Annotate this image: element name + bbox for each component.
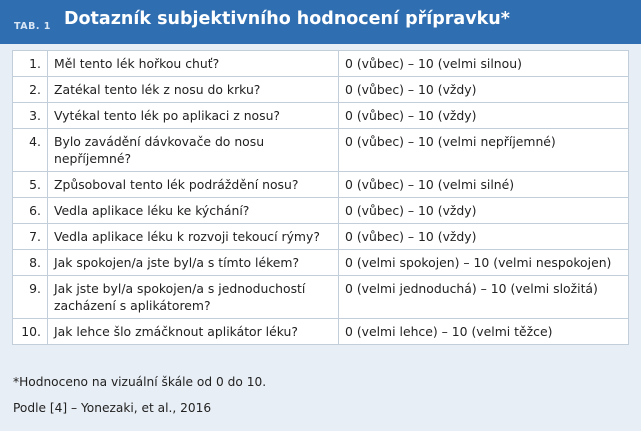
row-number: 5. bbox=[13, 172, 48, 198]
row-question: Zatékal tento lék z nosu do krku? bbox=[48, 77, 339, 103]
row-scale: 0 (vůbec) – 10 (velmi silnou) bbox=[339, 51, 629, 77]
row-question: Vedla aplikace léku k rozvoji tekoucí rýmy? bbox=[48, 224, 339, 250]
row-scale: 0 (vůbec) – 10 (vždy) bbox=[339, 77, 629, 103]
row-number: 4. bbox=[13, 129, 48, 172]
table-number-label: TAB. 1 bbox=[14, 21, 51, 32]
table-row bbox=[13, 172, 629, 198]
table-row bbox=[13, 224, 629, 250]
table-row bbox=[13, 129, 629, 172]
row-question: Jak spokojen/a jste byl/a s tímto lékem? bbox=[48, 250, 339, 276]
row-question: Vedla aplikace léku ke kýchání? bbox=[48, 198, 339, 224]
row-question: Způsoboval tento lék podráždění nosu? bbox=[48, 172, 339, 198]
row-scale: 0 (velmi lehce) – 10 (velmi těžce) bbox=[339, 319, 629, 345]
table-row bbox=[13, 276, 629, 319]
row-number: 9. bbox=[13, 276, 48, 319]
row-scale: 0 (vůbec) – 10 (vždy) bbox=[339, 224, 629, 250]
table-row bbox=[13, 250, 629, 276]
table-footnote: *Hodnoceno na vizuální škále od 0 do 10. bbox=[13, 375, 267, 389]
table-title: Dotazník subjektivního hodnocení přípravku* bbox=[64, 9, 510, 29]
row-question: Jak jste byl/a spokojen/a s jednoduchostí zacházení s aplikátorem? bbox=[48, 276, 339, 319]
table-row bbox=[13, 77, 629, 103]
row-number: 6. bbox=[13, 198, 48, 224]
row-question: Bylo zavádění dávkovače do nosu nepříjemné? bbox=[48, 129, 339, 172]
row-question: Měl tento lék hořkou chuť? bbox=[48, 51, 339, 77]
row-number: 7. bbox=[13, 224, 48, 250]
row-number: 10. bbox=[13, 319, 48, 345]
row-scale: 0 (vůbec) – 10 (vždy) bbox=[339, 103, 629, 129]
row-number: 3. bbox=[13, 103, 48, 129]
table-row bbox=[13, 103, 629, 129]
row-scale: 0 (vůbec) – 10 (velmi silné) bbox=[339, 172, 629, 198]
row-scale: 0 (velmi spokojen) – 10 (velmi nespokojen) bbox=[339, 250, 629, 276]
row-number: 2. bbox=[13, 77, 48, 103]
table-row bbox=[13, 198, 629, 224]
table-header bbox=[0, 0, 641, 44]
table-row bbox=[13, 319, 629, 345]
row-number: 1. bbox=[13, 51, 48, 77]
row-scale: 0 (vůbec) – 10 (vždy) bbox=[339, 198, 629, 224]
questionnaire-table bbox=[12, 50, 629, 345]
table-row bbox=[13, 51, 629, 77]
row-number: 8. bbox=[13, 250, 48, 276]
row-question: Vytékal tento lék po aplikaci z nosu? bbox=[48, 103, 339, 129]
row-scale: 0 (velmi jednoduchá) – 10 (velmi složitá) bbox=[339, 276, 629, 319]
table-source: Podle [4] – Yonezaki, et al., 2016 bbox=[13, 401, 212, 415]
row-scale: 0 (vůbec) – 10 (velmi nepříjemné) bbox=[339, 129, 629, 172]
row-question: Jak lehce šlo zmáčknout aplikátor léku? bbox=[48, 319, 339, 345]
